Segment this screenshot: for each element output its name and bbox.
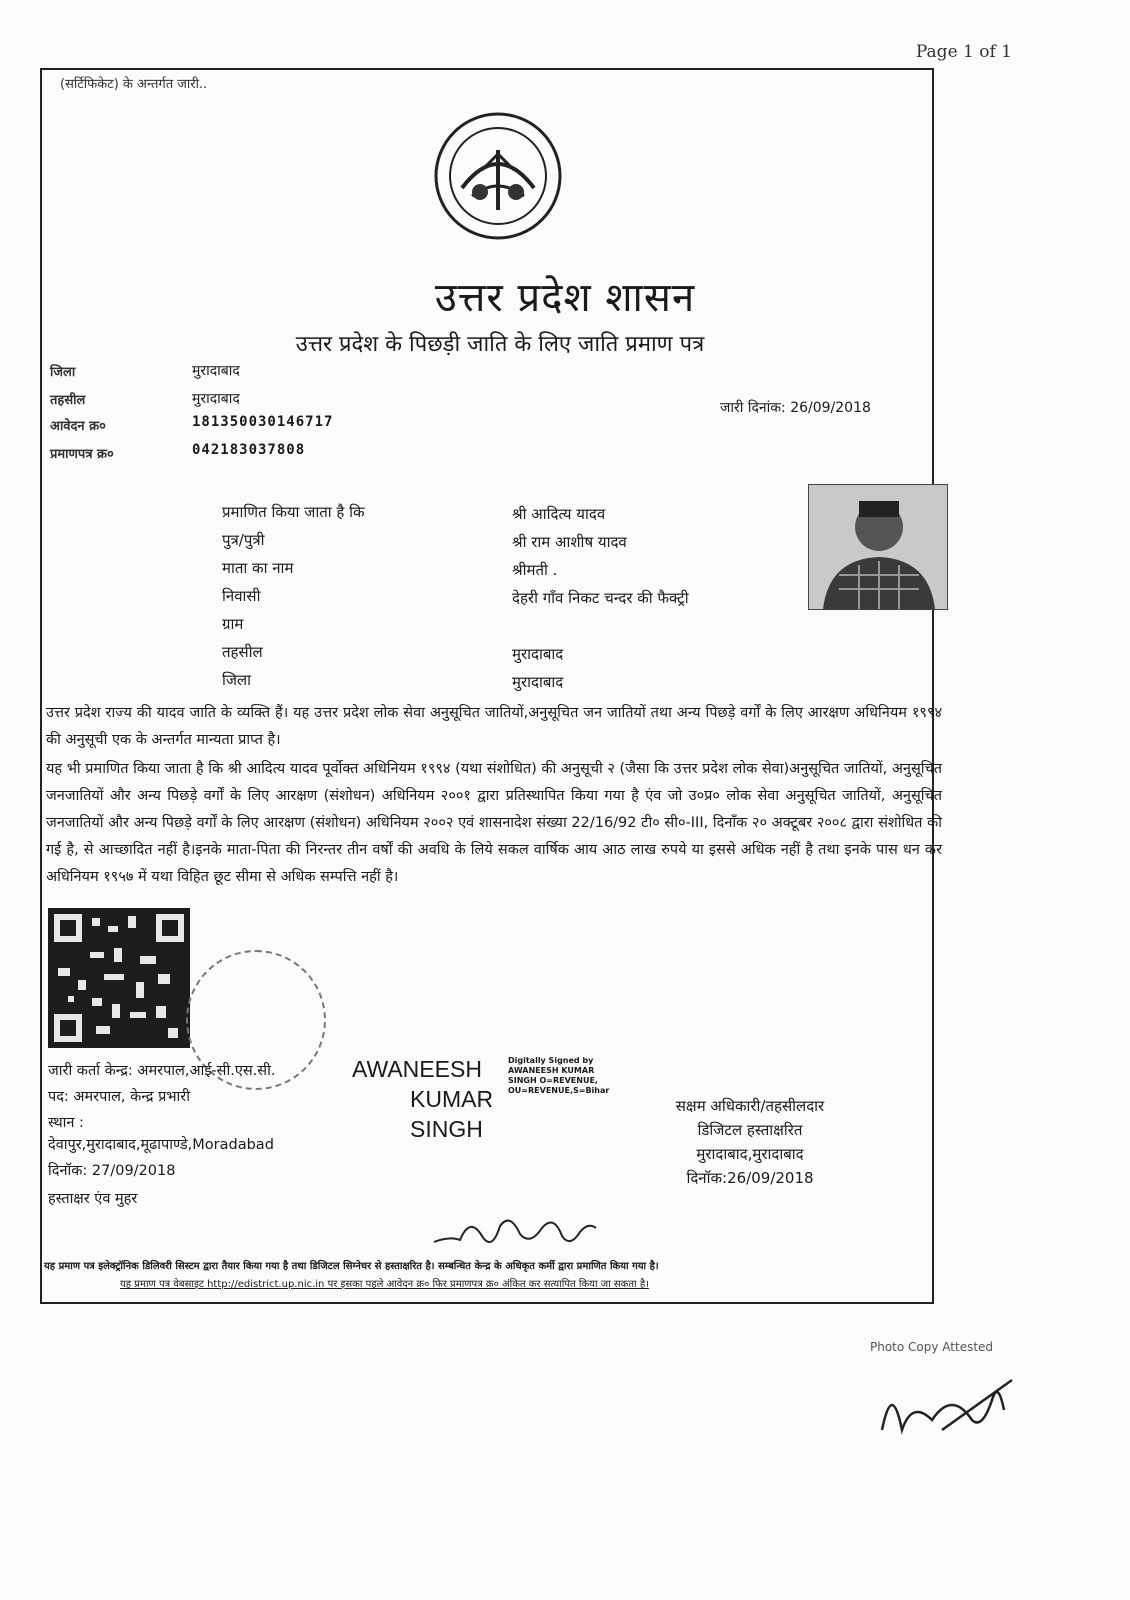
- dsig-meta-1: Digitally Signed by: [508, 1056, 594, 1065]
- resident-address: देहरी गाँव निकट चन्दर की फैक्ट्री: [512, 589, 689, 607]
- authority-place: मुरादाबाद,मुरादाबाद: [696, 1145, 804, 1163]
- footer-note: यह प्रमाण पत्र इलेक्ट्रॉनिक डिलिवरी सिस्टम द्वारा तैयार किया गया है तथा डिजिटल सिग्नेचर से हस्ताक्षरित है। सम्बन्धित केन्द्र के अधिकृत कर्मी द्वारा प्रमाणित किया गया है।: [44, 1261, 659, 1272]
- verification-link: यह प्रमाण पत्र वेबसाइट http://edistrict.up.nic.in पर इसका पहले आवेदन क्र० फिर प्रमाणपत्र क्र० अंकित कर सत्यापित किया जा सकता है।: [120, 1279, 649, 1290]
- digital-signature-meta: [508, 1056, 609, 1096]
- dsig-meta-4: OU=REVENUE,S=Bihar: [508, 1086, 610, 1095]
- place-label: स्थान :: [48, 1115, 84, 1131]
- certificate-number-label: प्रमाणपत्र क्र०: [50, 447, 114, 462]
- handwritten-signature: [430, 1206, 600, 1256]
- certificate-title: उत्तर प्रदेश शासन: [434, 275, 696, 321]
- application-label: आवेदन क्र०: [50, 419, 106, 434]
- mother-name: श्रीमती .: [512, 561, 558, 579]
- certification-paragraph: यह भी प्रमाणित किया जाता है कि श्री आदित्य यादव पूर्वोक्त अधिनियम १९९४ (यथा संशोधित) की अनुसूची २ (जैसा कि उत्तर प्रदेश लोक सेवा)अनुसूचित जातियों, अनुसूचित जनजातियों और अन्य पिछड़े वर्गों के लिए आरक्षण (संशोधन) अधिनियम २००१ द्वारा प्रतिस्थापित किया गया है एंव जो उ०प्र० लोक सेवा अनुसूचित जातियों, अनुसूचित जनजातियों और अन्य पिछड़े वर्गों के लिए आरक्षण (संशोधन) अधिनियम २००२ एवं शासनादेश संख्या 22/16/92 टी० सी०-III, दिनाँक २० अक्टूबर २००८ द्वारा संशोधित की गई है, से आच्छादित नहीं है।इनके माता-पिता की निरन्तर तीन वर्षों की अवधि के लिये सकल वार्षिक आय आठ लाख रुपये या इससे अधिक नहीं है तथा इनके पास धन कर अधिनियम १९५७ में यथा विहित छूट सीमा से अधिक सम्पत्ति नहीं है।: [46, 761, 942, 885]
- header-note: (सर्टिफिकेट) के अन्तर्गत जारी..: [60, 77, 208, 92]
- qr-code: [48, 908, 190, 1048]
- dsig-line1: AWANEESH: [352, 1056, 482, 1082]
- issuer-date: दिनॉक: 27/09/2018: [48, 1163, 176, 1179]
- dsig-meta-3: SINGH O=REVENUE,: [508, 1076, 598, 1085]
- applicant-photo: [808, 484, 948, 610]
- place-value: देवापुर,मुरादाबाद,मूढापाण्डे,Moradabad: [48, 1137, 274, 1153]
- father-name: श्री राम आशीष यादव: [512, 533, 627, 551]
- digital-signature-name: [352, 1054, 493, 1144]
- issue-date: जारी दिनांक: 26/09/2018: [720, 400, 871, 416]
- authority-digital: डिजिटल हस्ताक्षरित: [697, 1121, 803, 1139]
- authority-date: दिनॉक:26/09/2018: [686, 1169, 814, 1187]
- page-number: Page 1 of 1: [915, 42, 1012, 62]
- son-of-label: पुत्र/पुत्री: [222, 531, 265, 549]
- tehsil-value: मुरादाबाद: [192, 391, 240, 407]
- dsig-line3: SINGH: [410, 1116, 483, 1142]
- certified-label: प्रमाणित किया जाता है कि: [222, 503, 365, 521]
- applicant-name: श्री आदित्य यादव: [512, 505, 606, 523]
- resident-label: निवासी: [222, 587, 261, 605]
- detail-tehsil-value: मुरादाबाद: [512, 645, 564, 663]
- detail-district-label: जिला: [222, 671, 252, 689]
- eligibility-paragraph: उत्तर प्रदेश राज्य की यादव जाति के व्यक्ति हैं। यह उत्तर प्रदेश लोक सेवा अनुसूचित जातियों,अनुसूचित जन जातियों तथा अन्य पिछड़े वर्गों के लिए आरक्षण अधिनियम १९९४ की अनुसूची एक के अन्तर्गत मान्यता प्राप्त है।: [46, 705, 942, 748]
- district-value: मुरादाबाद: [192, 363, 240, 379]
- authority-title: सक्षम अधिकारी/तहसीलदार: [675, 1097, 825, 1115]
- village-label: ग्राम: [222, 615, 244, 633]
- dsig-meta-2: AWANEESH KUMAR: [508, 1066, 595, 1075]
- up-state-emblem-icon: [432, 110, 564, 242]
- application-number: 181350030146717: [192, 414, 334, 430]
- attestation-note: Photo Copy Attested: [870, 1340, 994, 1354]
- district-label: जिला: [50, 365, 76, 380]
- issuer-designation: पद: अमरपाल, केन्द्र प्रभारी: [48, 1089, 190, 1105]
- dsig-line2: KUMAR: [410, 1086, 494, 1112]
- tehsil-label: तहसील: [50, 393, 86, 408]
- mother-label: माता का नाम: [222, 559, 294, 577]
- certificate-number: 042183037808: [192, 442, 306, 458]
- certificate-subtitle: उत्तर प्रदेश के पिछड़ी जाति के लिए जाति प्रमाण पत्र: [295, 332, 705, 357]
- detail-tehsil-label: तहसील: [222, 643, 263, 661]
- sign-and-seal-label: हस्ताक्षर एंव मुहर: [48, 1191, 138, 1207]
- attestation-signature: [872, 1360, 1032, 1450]
- detail-district-value: मुरादाबाद: [512, 673, 564, 691]
- issuing-centre: जारी कर्ता केन्द्र: अमरपाल,आई-सी.एस.सी.: [48, 1063, 276, 1079]
